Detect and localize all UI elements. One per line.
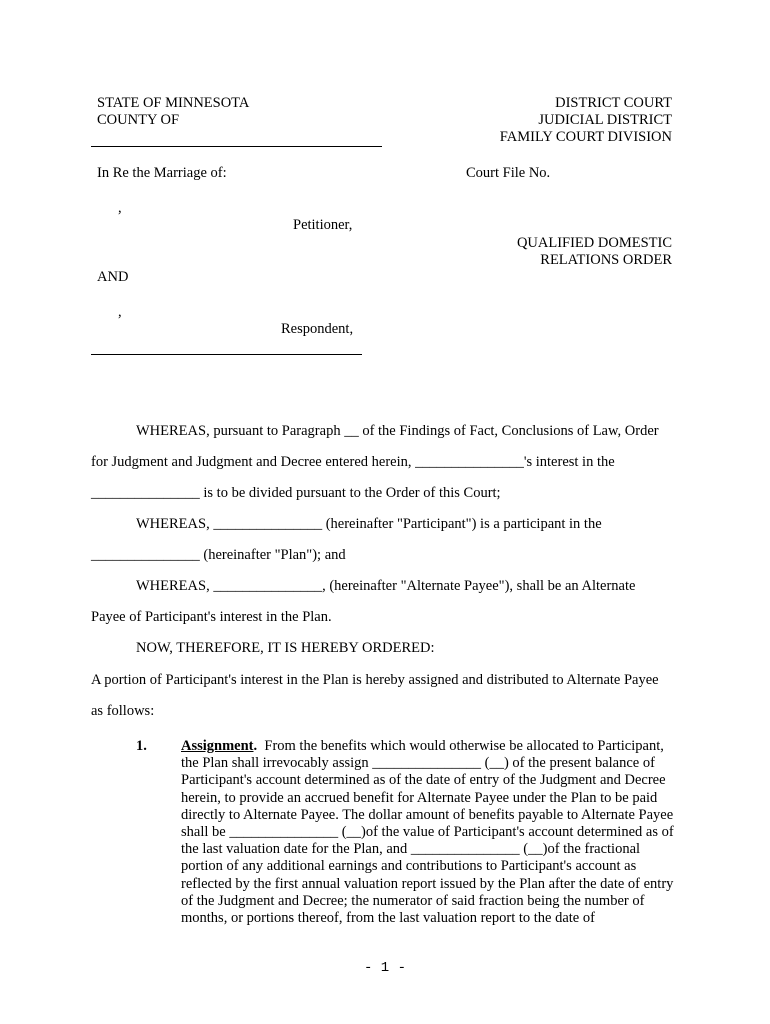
respondent-name-blank: , <box>118 304 122 320</box>
portion-line-2: as follows: <box>91 703 155 719</box>
item-number: 1. <box>136 738 147 754</box>
county-underline <box>91 146 382 147</box>
whereas-2-line-2: _______________ (hereinafter "Plan"); and <box>91 547 346 563</box>
ordered-clause: NOW, THEREFORE, IT IS HEREBY ORDERED: <box>136 640 435 656</box>
petitioner-name-blank: , <box>118 200 122 216</box>
whereas-1-line-2: for Judgment and Judgment and Decree entered herein, _______________'s interest in the <box>91 454 615 470</box>
page-number: - 1 - <box>363 960 406 976</box>
whereas-3-line-1: WHEREAS, _______________, (hereinafter "Alternate Payee"), shall be an Alternate <box>136 578 636 594</box>
caption-bottom-rule <box>91 354 362 355</box>
whereas-1-line-3: _______________ is to be divided pursuant to the Order of this Court; <box>91 485 501 501</box>
respondent-label: Respondent, <box>281 321 354 337</box>
item-text: From the benefits which would otherwise be allocated to Participant, the Plan shall irrevocably assign _______________ (__) of the present balance of Participant's account determined as of the date of entry of the Judgment and Decree herein, to provide an accrued benefit for Alternate Payee under the Plan to be paid directly to Alternate Payee. The dollar amount of benefits payable to Alternate Payee shall be _______________ (__)of the value of Participant's account determined as of the last valuation date for the Plan, and _______________ (__)of the fractional portion of any additional earnings and contributions to Participant's account as reflected by the first annual valuation report issued by the Plan after the date of entry of the Judgment and Decree; the numerator of said fraction being the number of months, or portions thereof, from the last valuation report to the date of <box>181 738 674 927</box>
court-file-label: Court File No. <box>466 165 551 181</box>
item-heading: Assignment <box>181 738 254 754</box>
whereas-2-line-1: WHEREAS, _______________ (hereinafter "Participant") is a participant in the <box>136 516 602 532</box>
judicial-district: JUDICIAL DISTRICT <box>538 112 672 128</box>
whereas-3-line-2: Payee of Participant's interest in the Plan. <box>91 609 332 625</box>
item-paragraph: Assignment. From the benefits which would otherwise be allocated to Participant, the Plan shall irrevocably assign _______________ (__) of the present balance of Participant's account determined as of the date of entry of the Judgment and Decree herein, to provide an accrued benefit for Alternate Payee under the Plan to be paid directly to Alternate Payee. The dollar amount of benefits payable to Alternate Payee shall be _______________ (__)of the value of Participant's account determined as of the last valuation date for the Plan, and _______________ (__)of the fractional portion of any additional earnings and contributions to Participant's account as reflected by the first annual valuation report issued by the Plan after the date of entry of the Judgment and Decree; the numerator of said fraction being the number of months, or portions thereof, from the last valuation report to the date of <box>181 738 674 927</box>
petitioner-label: Petitioner, <box>293 217 353 233</box>
portion-line-1: A portion of Participant's interest in the Plan is hereby assigned and distributed to Alternate Payee <box>91 672 659 688</box>
document-title-line2: RELATIONS ORDER <box>540 252 672 268</box>
state-name: STATE OF MINNESOTA <box>97 95 250 111</box>
county-name: COUNTY OF <box>97 112 180 128</box>
court-name: DISTRICT COURT <box>555 95 672 111</box>
whereas-1-line-1: WHEREAS, pursuant to Paragraph __ of the Findings of Fact, Conclusions of Law, Order <box>136 423 659 439</box>
in-re-label: In Re the Marriage of: <box>97 165 227 181</box>
and-label: AND <box>97 269 129 285</box>
court-division: FAMILY COURT DIVISION <box>499 129 672 145</box>
document-title-line1: QUALIFIED DOMESTIC <box>516 235 672 251</box>
